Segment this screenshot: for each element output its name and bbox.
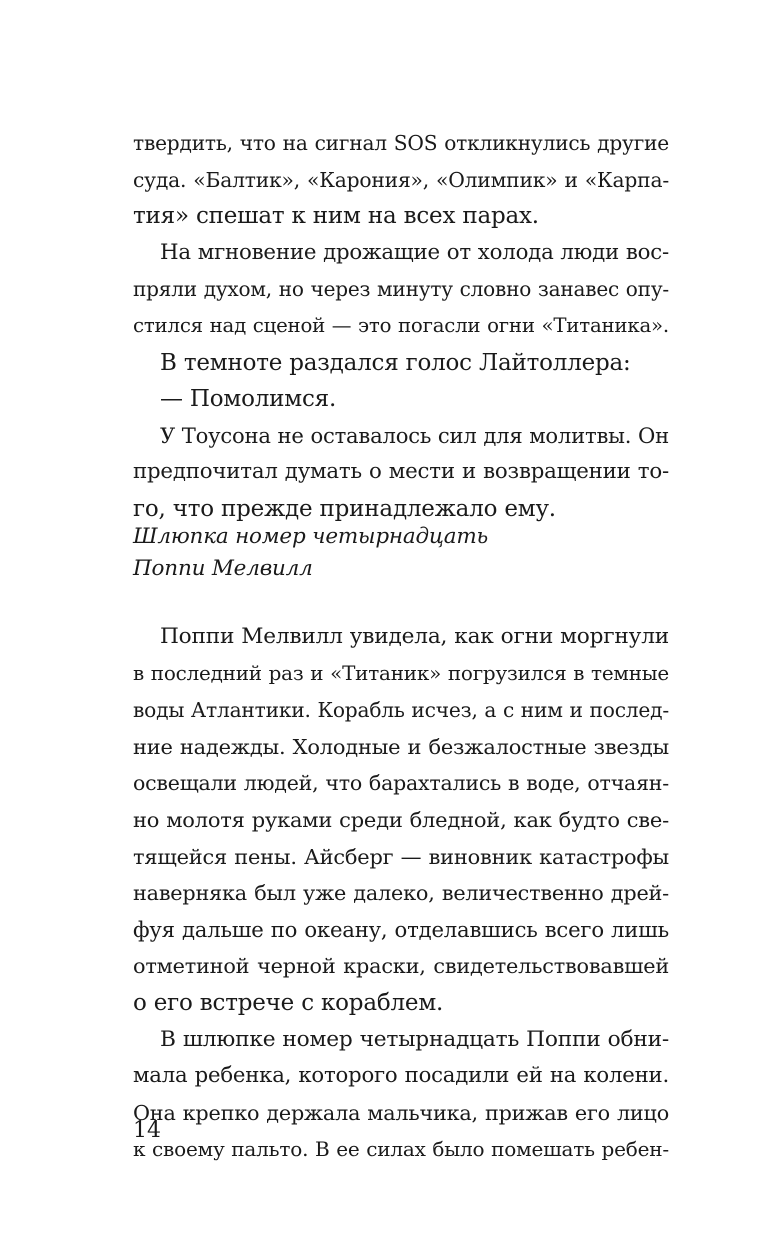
- text-block-top: [133, 125, 669, 528]
- text-line: к своему пальто. В ее силах было помешать ребен-: [133, 1137, 669, 1162]
- text-block-bottom: [133, 619, 669, 1168]
- paragraph: [133, 619, 669, 1022]
- section-subtitle: Поппи Мелвилл: [133, 556, 313, 581]
- text-line: о его встрече с кораблем.: [133, 989, 444, 1016]
- text-line: У Тоусона не оставалось сил для молитвы. Он: [160, 422, 669, 448]
- text-line: в последний раз и «Титаник» погрузился в темные: [133, 661, 669, 685]
- page-number: 14: [133, 1118, 161, 1143]
- paragraph: [133, 381, 669, 418]
- paragraph: [133, 345, 669, 382]
- paragraph: [133, 418, 669, 528]
- text-line: ние надежды. Холодные и безжалостные звезды: [133, 734, 669, 759]
- text-line: В темноте раздался голос Лайтоллера:: [160, 349, 631, 376]
- text-line: Она крепко держала мальчика, прижав его лицо: [133, 1100, 669, 1125]
- text-line: но молотя руками среди бледной, как будто све-: [133, 807, 669, 832]
- text-line: стился над сценой — это погасли огни «Титаника».: [133, 313, 669, 337]
- paragraph: [133, 235, 669, 345]
- section-title: Шлюпка номер четырнадцать: [133, 524, 489, 549]
- text-line: тящейся пены. Айсберг — виновник катастрофы: [133, 844, 669, 869]
- text-line: мала ребенка, которого посадили ей на колени.: [133, 1063, 669, 1089]
- text-line: Поппи Мелвилл увидела, как огни моргнули: [160, 624, 669, 649]
- text-line: воды Атлантики. Корабль исчез, а с ним и послед-: [133, 698, 669, 723]
- text-line: го, что прежде принадлежало ему.: [133, 495, 556, 522]
- text-line: В шлюпке номер четырнадцать Поппи обни-: [160, 1026, 669, 1052]
- text-line: твердить, что на сигнал SOS откликнулись другие: [133, 131, 669, 155]
- text-line: На мгновение дрожащие от холода люди вос-: [160, 239, 669, 265]
- text-line: предпочитал думать о мести и возвращении то-: [133, 459, 669, 485]
- text-line: фуя дальше по океану, отделавшись всего лишь: [133, 916, 669, 942]
- paragraph: [133, 1022, 669, 1168]
- text-line: суда. «Балтик», «Карония», «Олимпик» и «Карпа-: [133, 167, 669, 192]
- section-heading: [133, 521, 669, 585]
- text-line: наверняка был уже далеко, величественно дрей-: [133, 881, 669, 906]
- dialogue-line: — Помолимся.: [160, 386, 337, 413]
- text-line: освещали людей, что барахтались в воде, отчаян-: [133, 771, 669, 796]
- text-line: отметиной черной краски, свидетельствовавшей: [133, 954, 669, 979]
- text-line: тия» спешат к ним на всех парах.: [133, 203, 539, 230]
- text-line: пряли духом, но через минуту словно занавес опу-: [133, 277, 669, 302]
- paragraph: [133, 125, 669, 235]
